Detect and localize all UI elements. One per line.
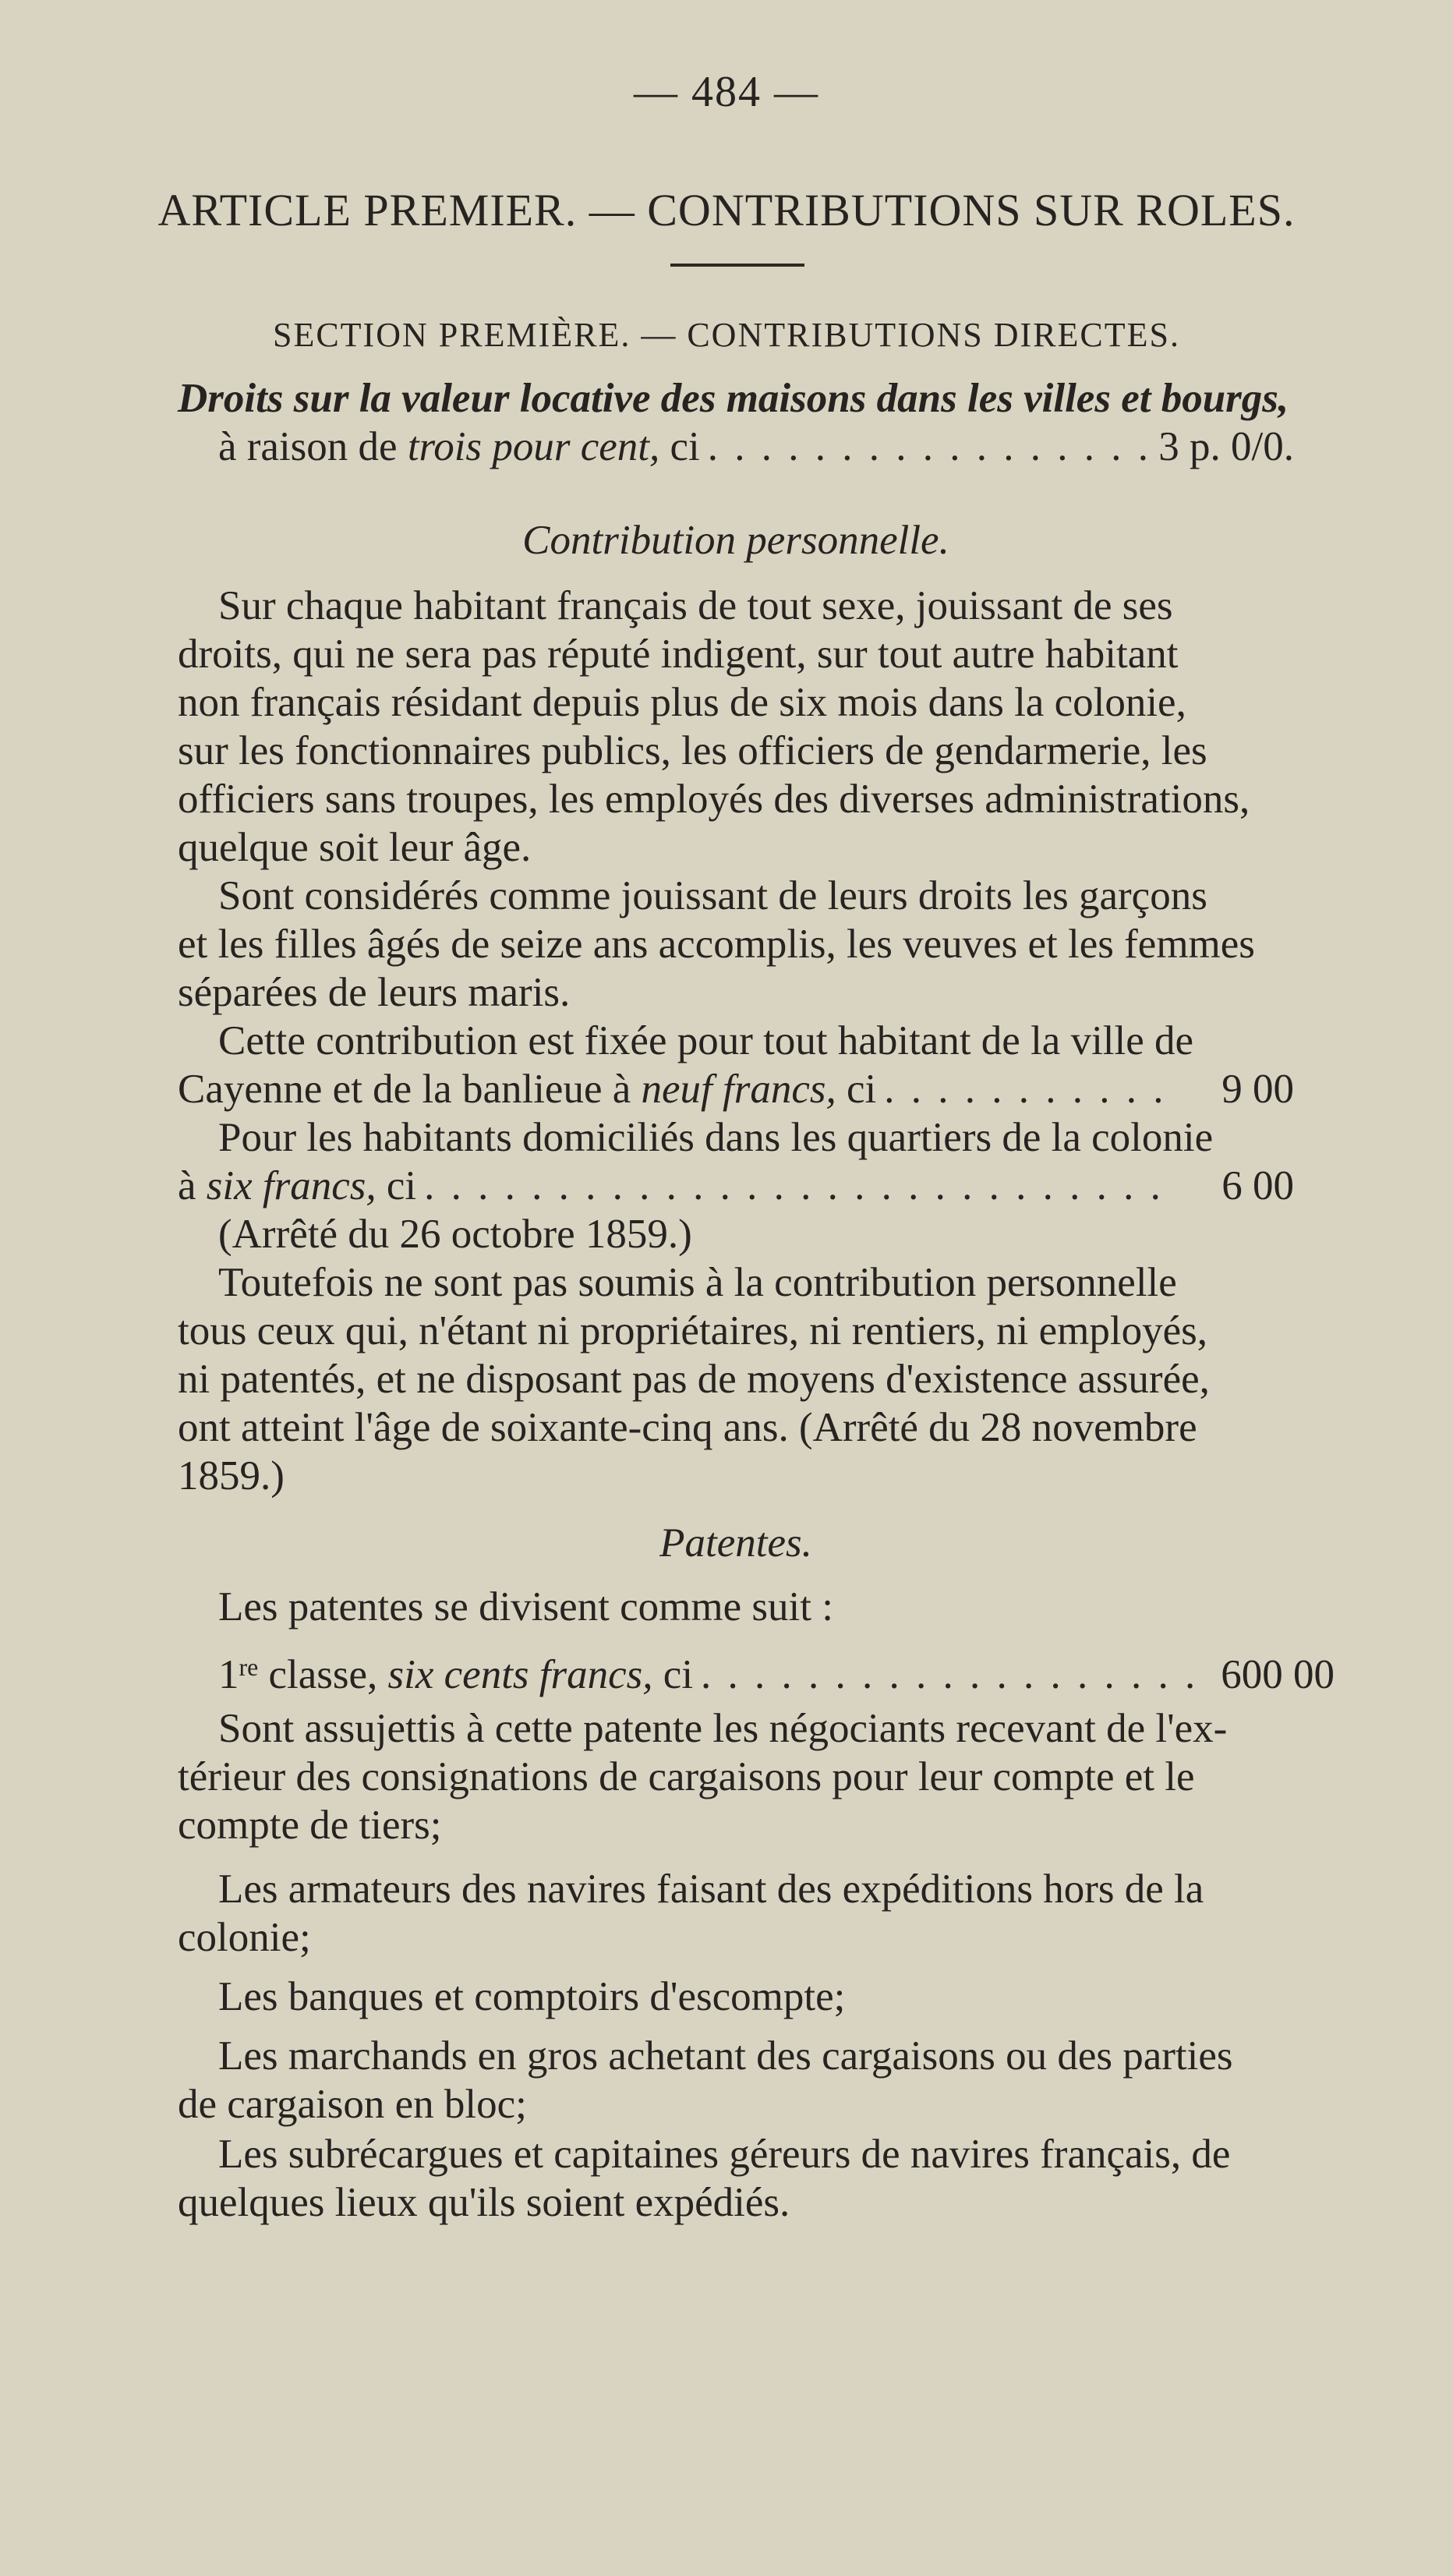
personnelle-p5-line: 1859.) (178, 1453, 285, 1499)
patentes-p1-line: compte de tiers; (178, 1803, 442, 1848)
droits-text: à raison de (218, 424, 408, 469)
patentes-classe-line (178, 1644, 1335, 1699)
classe-number: 1 (218, 1651, 239, 1697)
personnelle-p5-line: tous ceux qui, n'étant ni propriétaires, ni rentiers, ni employés, (178, 1308, 1207, 1353)
personnelle-p1-line: Sur chaque habitant français de tout sexe, jouissant de ses (218, 583, 1173, 628)
personnelle-p5-line: Toutefois ne sont pas soumis à la contribution personnelle (218, 1260, 1177, 1305)
p4-amount: 6 00 (1221, 1163, 1294, 1208)
page-number: — 484 — (634, 68, 819, 116)
personnelle-p2-line: et les filles âgés de seize ans accomplis, les veuves et les femmes (178, 922, 1255, 967)
p4-rate: six francs, (206, 1163, 377, 1208)
personnelle-p2-line: séparées de leurs maris. (178, 970, 571, 1015)
personnelle-p1-line: officiers sans troupes, les employés des diverses administrations, (178, 777, 1250, 822)
personnelle-p1-line: quelque soit leur âge. (178, 825, 532, 870)
patentes-p2-line: colonie; (178, 1915, 311, 1960)
personnelle-p1-line: sur les fonctionnaires publics, les officiers de gendarmerie, les (178, 728, 1207, 773)
personnelle-heading: Contribution personnelle. (522, 518, 949, 563)
section-title: SECTION PREMIÈRE. — CONTRIBUTIONS DIRECTES. (272, 316, 1181, 354)
leader-dots (701, 1651, 1210, 1699)
patentes-intro: Les patentes se divisent comme suit : (218, 1584, 833, 1629)
patentes-p2-line: Les armateurs des navires faisant des expéditions hors de la (218, 1867, 1204, 1912)
classe-amount: 600 00 (1221, 1651, 1335, 1697)
title-divider (670, 264, 804, 267)
patentes-p4-line: Les marchands en gros achetant des cargaisons ou des parties (218, 2033, 1233, 2079)
droits-ci: ci (659, 424, 700, 469)
patentes-p3-line: Les banques et comptoirs d'escompte; (218, 1974, 846, 2019)
patentes-heading: Patentes. (659, 1520, 812, 1566)
patentes-p4-line: de cargaison en bloc; (178, 2082, 527, 2127)
personnelle-p2-line: Sont considérés comme jouissant de leurs droits les garçons (218, 873, 1207, 918)
p4-ci: ci (376, 1163, 417, 1208)
patentes-p1-line: Sont assujettis à cette patente les négociants recevant de l'ex- (218, 1706, 1228, 1751)
droits-line-2 (178, 423, 1294, 471)
personnelle-p4-line: Pour les habitants domiciliés dans les quartiers de la colonie (218, 1115, 1214, 1160)
droits-line-1: Droits sur la valeur locative des maisons dans les villes et bourgs, (178, 376, 1289, 421)
p4-text: à (178, 1163, 207, 1208)
classe-ci: ci (652, 1651, 694, 1697)
patentes-p5-line: Les subrécargues et capitaines géreurs de navires français, de (218, 2132, 1231, 2177)
p3-text: Cayenne et de la banlieue à (178, 1067, 642, 1112)
article-title: ARTICLE PREMIER. — CONTRIBUTIONS SUR ROLES. (157, 185, 1296, 235)
arrete-note: (Arrêté du 26 octobre 1859.) (218, 1212, 692, 1257)
patentes-p5-line: quelques lieux qu'ils soient expédiés. (178, 2180, 790, 2225)
personnelle-p5-line: ont atteint l'âge de soixante-cinq ans. (Arrêté du 28 novembre (178, 1405, 1197, 1450)
classe-rate: six cents francs, (387, 1651, 653, 1697)
personnelle-p3-line2 (178, 1065, 1294, 1113)
personnelle-p4-line2 (178, 1162, 1294, 1210)
personnelle-p3-line: Cette contribution est fixée pour tout habitant de la ville de (218, 1018, 1194, 1063)
personnelle-p1-line: non français résidant depuis plus de six mois dans la colonie, (178, 680, 1186, 725)
personnelle-p5-line: ni patentés, et ne disposant pas de moyens d'existence assurée, (178, 1357, 1210, 1402)
droits-rate: trois pour cent, (407, 424, 660, 469)
leader-dots (708, 423, 1151, 471)
patentes-p1-line: térieur des consignations de cargaisons pour leur compte et le (178, 1754, 1195, 1799)
droits-amount: 3 p. 0/0. (1158, 424, 1294, 469)
classe-superscript: re (239, 1654, 259, 1681)
p3-amount: 9 00 (1221, 1067, 1294, 1112)
p3-ci: ci (836, 1067, 877, 1112)
leader-dots (424, 1162, 1169, 1210)
p3-rate: neuf francs, (641, 1067, 836, 1112)
personnelle-p1-line: droits, qui ne sera pas réputé indigent, sur tout autre habitant (178, 632, 1179, 677)
leader-dots (884, 1065, 1169, 1113)
classe-text: classe, (258, 1651, 388, 1697)
